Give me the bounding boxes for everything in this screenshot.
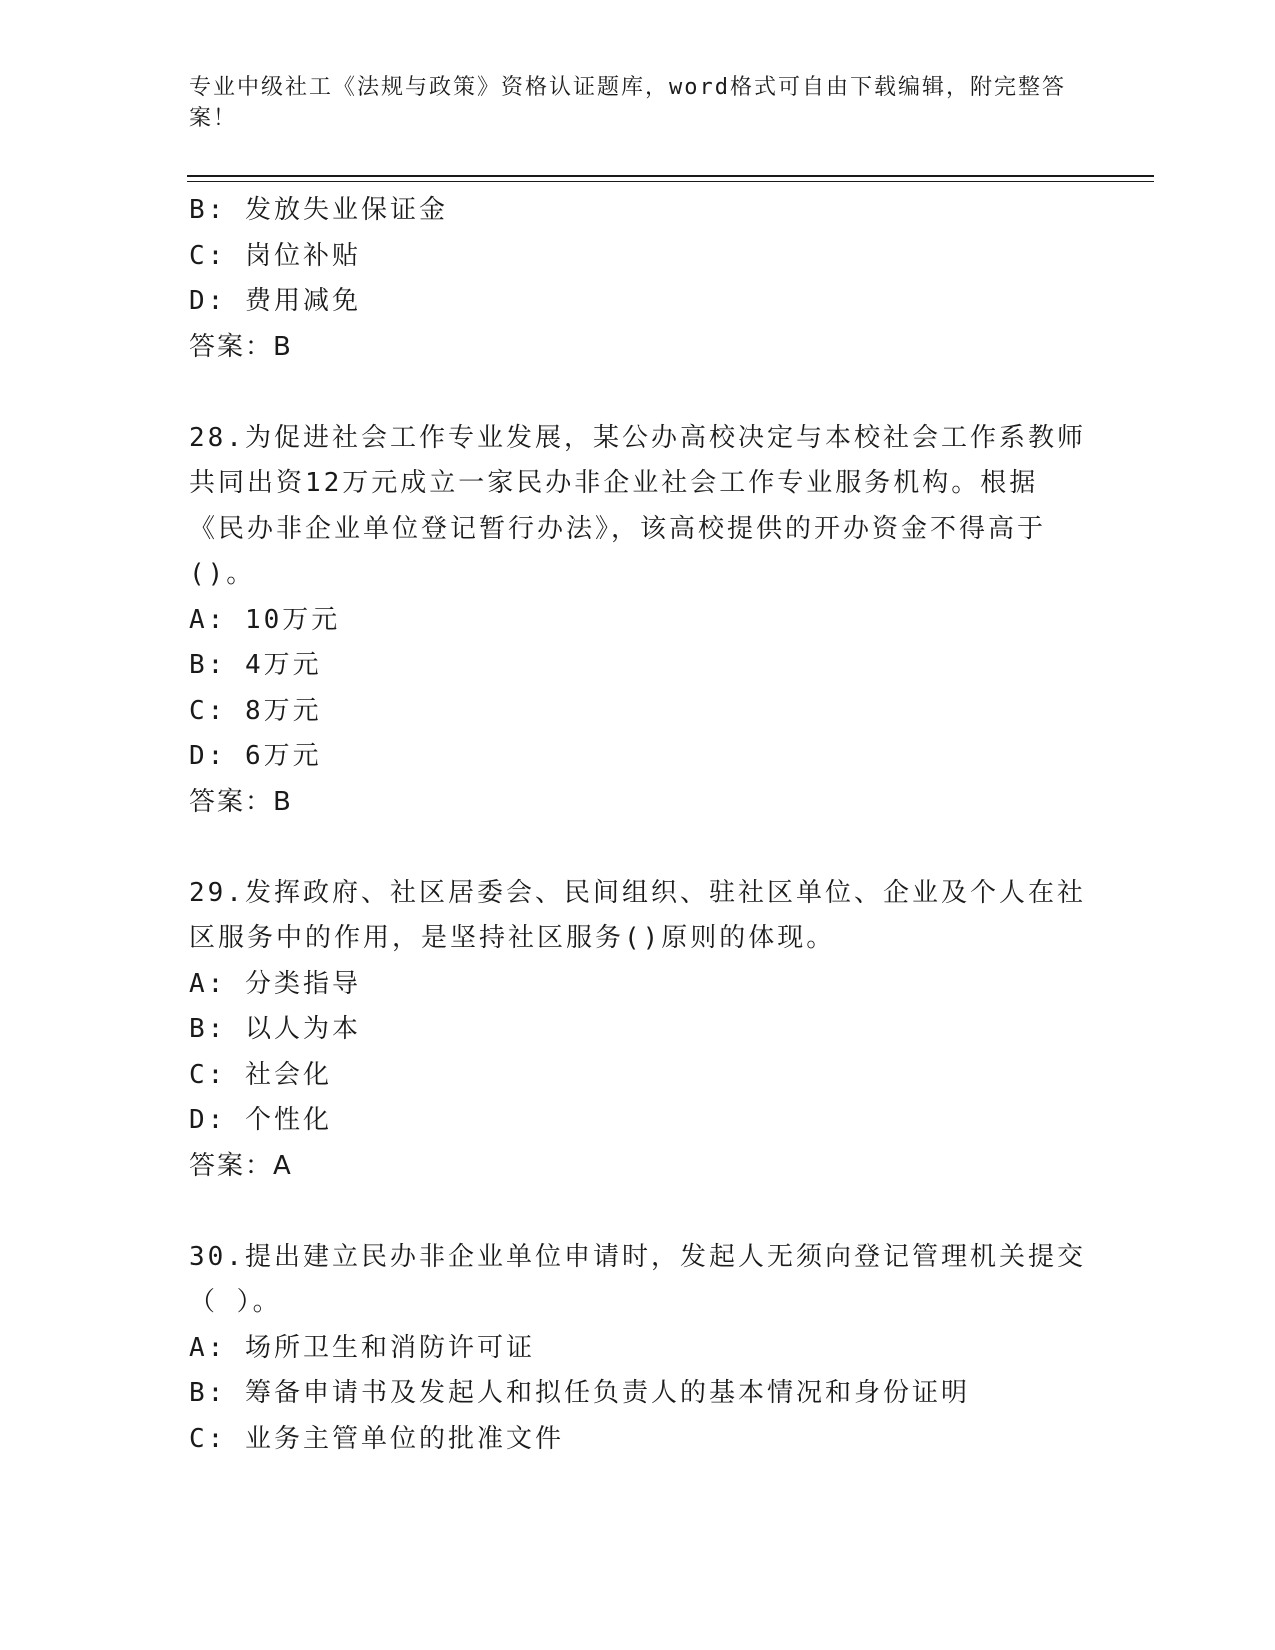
option-text: 分类指导 bbox=[244, 968, 361, 999]
option-text: 岗位补贴 bbox=[244, 240, 361, 271]
option-line bbox=[189, 279, 1089, 325]
option-text: 筹备申请书及发起人和拟任负责人的基本情况和身份证明 bbox=[244, 1378, 970, 1408]
option-line bbox=[189, 689, 1089, 735]
option-label: C: bbox=[189, 1059, 227, 1090]
option-line bbox=[189, 962, 1089, 1008]
question-stem: 30.提出建立民办非企业单位申请时，发起人无须向登记管理机关提交（ ）。 bbox=[189, 1241, 1086, 1317]
header-rule-thin bbox=[187, 181, 1154, 182]
option-label: C: bbox=[189, 1423, 227, 1454]
option-label: D: bbox=[189, 741, 227, 771]
option-line bbox=[189, 1371, 1089, 1417]
page-header: 专业中级社工《法规与政策》资格认证题库，word格式可自由下载编辑，附完整答案！ bbox=[189, 75, 1066, 131]
option-label: B: bbox=[189, 650, 227, 680]
option-label: A: bbox=[189, 1332, 227, 1363]
option-line bbox=[189, 234, 1089, 280]
option-line bbox=[189, 1417, 1089, 1463]
option-text: 10万元 bbox=[244, 604, 341, 635]
option-label: B: bbox=[189, 1378, 227, 1408]
option-line bbox=[189, 734, 1089, 780]
spacer bbox=[189, 825, 1089, 871]
option-line bbox=[189, 598, 1089, 644]
option-line bbox=[189, 1007, 1089, 1053]
option-text: 发放失业保证金 bbox=[244, 195, 448, 225]
option-label: A: bbox=[189, 968, 227, 999]
option-text: 以人为本 bbox=[244, 1014, 361, 1044]
option-label: B: bbox=[189, 1014, 227, 1044]
option-line bbox=[189, 1053, 1089, 1099]
option-text: 8万元 bbox=[244, 695, 322, 726]
option-label: D: bbox=[189, 286, 227, 316]
answer-line: 答案：B bbox=[189, 786, 293, 817]
option-text: 场所卫生和消防许可证 bbox=[244, 1332, 535, 1363]
answer-line: 答案：B bbox=[189, 331, 293, 362]
question-stem: 28.为促进社会工作专业发展，某公办高校决定与本校社会工作系教师共同出资12万元成立一家民办非企业社会工作专业服务机构。根据《民办非企业单位登记暂行办法》，该高校提供的开办资金不得高于()。 bbox=[189, 422, 1086, 589]
header-rule-thick bbox=[187, 175, 1154, 177]
option-label: B: bbox=[189, 195, 227, 225]
option-text: 个性化 bbox=[244, 1105, 332, 1135]
question-stem: 29.发挥政府、社区居委会、民间组织、驻社区单位、企业及个人在社区服务中的作用，是坚持社区服务()原则的体现。 bbox=[189, 877, 1086, 953]
option-text: 社会化 bbox=[244, 1059, 332, 1090]
option-text: 6万元 bbox=[244, 741, 322, 771]
spacer bbox=[189, 1189, 1089, 1235]
option-line bbox=[189, 188, 1089, 234]
spacer bbox=[189, 370, 1089, 416]
option-label: C: bbox=[189, 240, 227, 271]
option-line bbox=[189, 1326, 1089, 1372]
option-line bbox=[189, 1098, 1089, 1144]
option-label: A: bbox=[189, 604, 227, 635]
question-content bbox=[189, 188, 1089, 1462]
answer-line: 答案：A bbox=[189, 1150, 293, 1181]
option-text: 业务主管单位的批准文件 bbox=[244, 1423, 564, 1454]
option-label: C: bbox=[189, 695, 227, 726]
option-line bbox=[189, 643, 1089, 689]
option-text: 4万元 bbox=[244, 650, 322, 680]
option-label: D: bbox=[189, 1105, 227, 1135]
option-text: 费用减免 bbox=[244, 286, 361, 316]
